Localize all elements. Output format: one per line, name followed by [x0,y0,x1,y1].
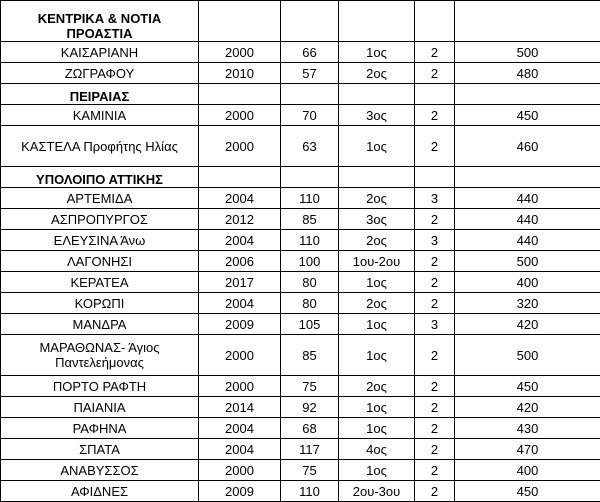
cell-rooms: 2 [415,105,455,126]
empty-cell [415,167,455,188]
empty-cell [415,84,455,105]
cell-price: 440 [455,188,600,209]
cell-year: 2004 [199,293,281,314]
cell-name: ΡΑΦΗΝΑ [1,418,199,439]
cell-name: ΚΑΙΣΑΡΙΑΝΗ [1,42,199,63]
cell-year: 2004 [199,230,281,251]
table-row [1,314,600,335]
cell-name: ΕΛΕΥΣΙΝΑ Άνω [1,230,199,251]
cell-rooms: 2 [415,272,455,293]
cell-name: ΠΟΡΤΟ ΡΑΦΤΗ [1,376,199,397]
cell-year: 2000 [199,105,281,126]
cell-name: ΛΑΓΟΝΗΣΙ [1,251,199,272]
cell-sqm: 63 [281,126,339,167]
cell-year: 2009 [199,481,281,502]
cell-name: ΖΩΓΡΑΦΟΥ [1,63,199,84]
cell-price: 450 [455,481,600,502]
empty-cell [455,1,600,42]
cell-year: 2012 [199,209,281,230]
cell-year: 2009 [199,314,281,335]
cell-sqm: 100 [281,251,339,272]
cell-year: 2006 [199,251,281,272]
cell-year: 2000 [199,376,281,397]
cell-name: ΜΑΝΔΡΑ [1,314,199,335]
empty-cell [339,167,415,188]
cell-floor: 4ος [339,439,415,460]
cell-price: 440 [455,209,600,230]
table-row [1,63,600,84]
cell-floor: 1ος [339,126,415,167]
cell-year: 2004 [199,439,281,460]
cell-price: 440 [455,230,600,251]
cell-floor: 2ος [339,376,415,397]
cell-floor: 1ος [339,418,415,439]
section-title: ΚΕΝΤΡΙΚΑ & ΝΟΤΙΑ ΠΡΟΑΣΤΙΑ [1,1,199,42]
table-row [1,439,600,460]
cell-floor: 3ος [339,209,415,230]
cell-rooms: 2 [415,63,455,84]
cell-floor: 1ος [339,314,415,335]
table-row [1,188,600,209]
cell-rooms: 3 [415,188,455,209]
empty-cell [339,1,415,42]
cell-name: ΚΑΜΙΝΙΑ [1,105,199,126]
cell-name: ΜΑΡΑΘΩΝΑΣ- Άγιος Παντελεήμονας [1,335,199,376]
cell-floor: 3ος [339,105,415,126]
table-row [1,335,600,376]
cell-rooms: 2 [415,209,455,230]
cell-year: 2000 [199,460,281,481]
cell-year: 2004 [199,418,281,439]
table-row [1,251,600,272]
cell-year: 2017 [199,272,281,293]
cell-rooms: 3 [415,230,455,251]
empty-cell [281,167,339,188]
cell-sqm: 85 [281,209,339,230]
cell-sqm: 110 [281,188,339,209]
cell-rooms: 2 [415,397,455,418]
section-header-row [1,84,600,105]
empty-cell [281,84,339,105]
empty-cell [415,1,455,42]
cell-name: ΑΝΑΒΥΣΣΟΣ [1,460,199,481]
cell-price: 400 [455,272,600,293]
cell-rooms: 2 [415,42,455,63]
cell-price: 500 [455,335,600,376]
cell-price: 420 [455,397,600,418]
cell-rooms: 2 [415,460,455,481]
cell-name: ΑΡΤΕΜΙΔΑ [1,188,199,209]
cell-sqm: 110 [281,481,339,502]
table-row [1,126,600,167]
cell-floor: 1ος [339,272,415,293]
cell-rooms: 2 [415,418,455,439]
section-header-row [1,1,600,42]
table-row [1,293,600,314]
cell-price: 500 [455,42,600,63]
cell-price: 460 [455,126,600,167]
cell-sqm: 85 [281,335,339,376]
table-row [1,481,600,502]
table-row [1,460,600,481]
cell-sqm: 57 [281,63,339,84]
cell-rooms: 2 [415,293,455,314]
empty-cell [455,167,600,188]
table-row [1,230,600,251]
table-row [1,376,600,397]
cell-year: 2010 [199,63,281,84]
empty-cell [339,84,415,105]
cell-floor: 2ος [339,63,415,84]
cell-sqm: 75 [281,460,339,481]
cell-rooms: 3 [415,314,455,335]
cell-year: 2014 [199,397,281,418]
cell-floor: 2ος [339,230,415,251]
cell-name: ΚΟΡΩΠΙ [1,293,199,314]
table-row [1,105,600,126]
cell-sqm: 105 [281,314,339,335]
cell-price: 420 [455,314,600,335]
cell-floor: 1ος [339,335,415,376]
cell-rooms: 2 [415,335,455,376]
cell-name: ΚΕΡΑΤΕΑ [1,272,199,293]
section-title: ΥΠΟΛΟΙΠΟ ΑΤΤΙΚΗΣ [1,167,199,188]
table-row [1,272,600,293]
cell-price: 430 [455,418,600,439]
cell-sqm: 70 [281,105,339,126]
cell-floor: 1ος [339,42,415,63]
cell-sqm: 66 [281,42,339,63]
cell-name: ΑΦΙΔΝΕΣ [1,481,199,502]
cell-floor: 2ου-3ου [339,481,415,502]
cell-name: ΠΑΙΑΝΙΑ [1,397,199,418]
cell-sqm: 80 [281,272,339,293]
cell-rooms: 2 [415,376,455,397]
cell-year: 2004 [199,188,281,209]
empty-cell [455,84,600,105]
cell-name: ΑΣΠΡΟΠΥΡΓΟΣ [1,209,199,230]
cell-rooms: 2 [415,126,455,167]
table-row [1,418,600,439]
cell-rooms: 2 [415,251,455,272]
empty-cell [199,1,281,42]
empty-cell [199,167,281,188]
table-row [1,209,600,230]
cell-rooms: 2 [415,439,455,460]
cell-price: 450 [455,376,600,397]
cell-year: 2000 [199,335,281,376]
cell-year: 2000 [199,42,281,63]
cell-rooms: 2 [415,481,455,502]
listings-table-body [1,1,600,502]
cell-name: ΣΠΑΤΑ [1,439,199,460]
cell-floor: 1ος [339,397,415,418]
cell-sqm: 75 [281,376,339,397]
cell-price: 400 [455,460,600,481]
empty-cell [199,84,281,105]
empty-cell [281,1,339,42]
cell-price: 470 [455,439,600,460]
section-title: ΠΕΙΡΑΙΑΣ [1,84,199,105]
cell-floor: 2ος [339,293,415,314]
cell-name: ΚΑΣΤΕΛΑ Προφήτης Ηλίας [1,126,199,167]
cell-price: 500 [455,251,600,272]
cell-sqm: 92 [281,397,339,418]
cell-sqm: 110 [281,230,339,251]
cell-price: 480 [455,63,600,84]
section-header-row [1,167,600,188]
table-row [1,42,600,63]
cell-floor: 2ος [339,188,415,209]
cell-price: 320 [455,293,600,314]
cell-price: 450 [455,105,600,126]
table-row [1,397,600,418]
cell-sqm: 117 [281,439,339,460]
cell-sqm: 80 [281,293,339,314]
cell-floor: 1ου-2ου [339,251,415,272]
cell-sqm: 68 [281,418,339,439]
cell-year: 2000 [199,126,281,167]
cell-floor: 1ος [339,460,415,481]
